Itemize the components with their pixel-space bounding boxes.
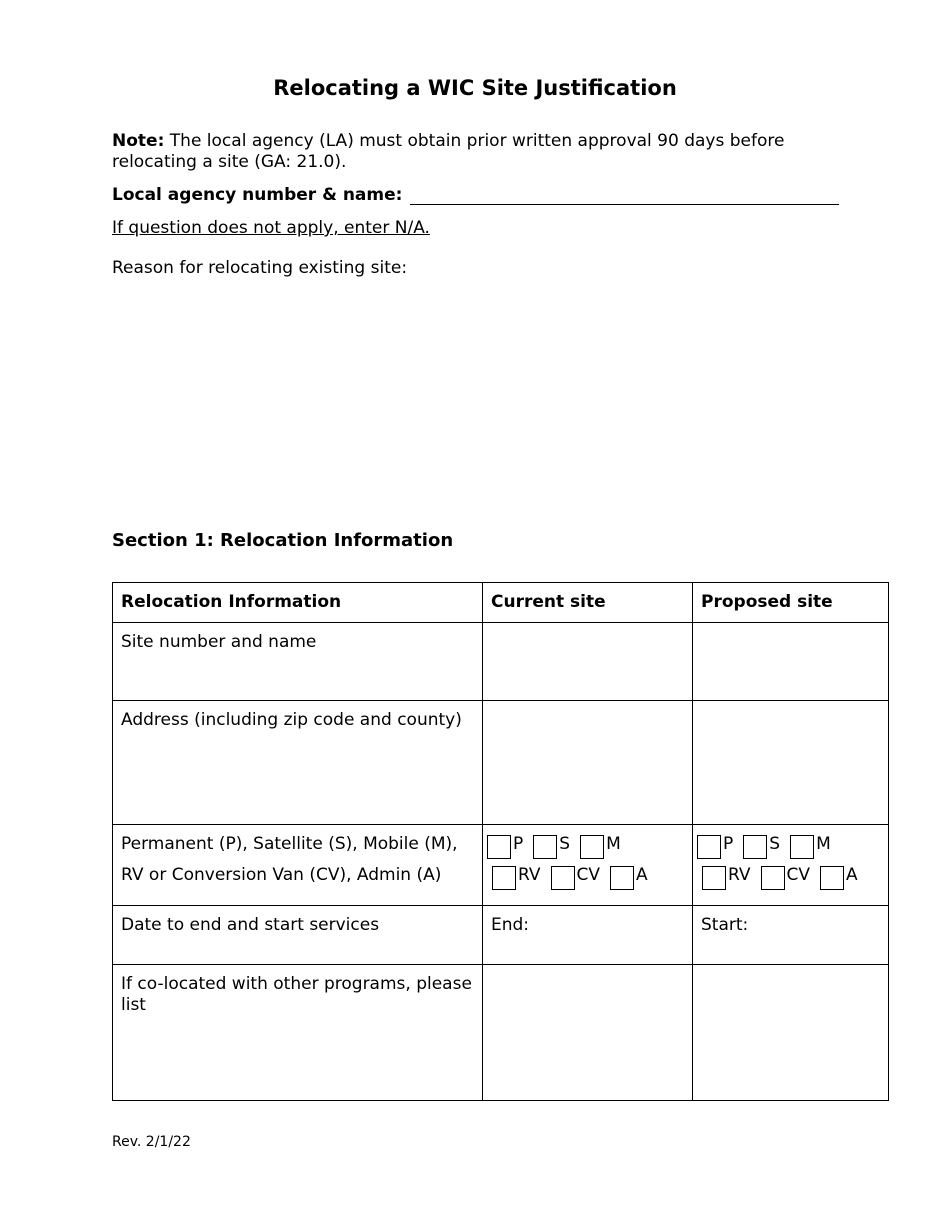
current-checkbox-a[interactable] — [610, 866, 634, 890]
checkbox-label: M — [816, 834, 831, 854]
agency-label: Local agency number & name: — [112, 185, 403, 205]
agency-input-line[interactable] — [410, 186, 839, 205]
current-checkbox-s[interactable] — [533, 835, 557, 859]
agency-row — [112, 185, 839, 205]
current-checkbox-p[interactable] — [487, 835, 511, 859]
current-checkbox-rv[interactable] — [492, 866, 516, 890]
table-row — [113, 701, 889, 825]
checkbox-row — [702, 864, 880, 892]
current-checkbox-cv[interactable] — [551, 866, 575, 890]
current-site-number-cell[interactable] — [483, 623, 693, 701]
row-label-colocated: If co-located with other programs, please list — [113, 965, 483, 1101]
proposed-checkbox-a[interactable] — [820, 866, 844, 890]
proposed-site-type-cell — [693, 825, 889, 906]
note-label: Note: — [112, 131, 165, 151]
header-relocation-info: Relocation Information — [113, 583, 483, 623]
table-row — [113, 623, 889, 701]
checkbox-label: RV — [728, 865, 751, 885]
proposed-checkbox-m[interactable] — [790, 835, 814, 859]
site-type-line-2: RV or Conversion Van (CV), Admin (A) — [121, 865, 442, 885]
row-label-dates: Date to end and start services — [113, 906, 483, 965]
row-label-address: Address (including zip code and county) — [113, 701, 483, 825]
proposed-checkbox-cv[interactable] — [761, 866, 785, 890]
checkbox-row — [492, 864, 684, 892]
checkbox-label: S — [559, 834, 571, 854]
note-paragraph — [112, 131, 832, 173]
proposed-colocated-cell[interactable] — [693, 965, 889, 1101]
table-header-row — [113, 583, 889, 623]
site-type-line-1: Permanent (P), Satellite (S), Mobile (M), — [121, 834, 458, 854]
note-text: The local agency (LA) must obtain prior written approval 90 days before relocating a site (GA: 21.0). — [112, 131, 785, 172]
checkbox-label: A — [636, 865, 648, 885]
start-date-cell[interactable]: Start: — [693, 906, 889, 965]
checkbox-label: M — [606, 834, 621, 854]
header-proposed-site: Proposed site — [693, 583, 889, 623]
checkbox-label: A — [846, 865, 858, 885]
current-checkbox-m[interactable] — [580, 835, 604, 859]
row-label-site-number: Site number and name — [113, 623, 483, 701]
page-title: Relocating a WIC Site Justification — [273, 76, 677, 100]
proposed-checkbox-rv[interactable] — [702, 866, 726, 890]
checkbox-label: S — [769, 834, 781, 854]
current-site-type-cell — [483, 825, 693, 906]
table-row — [113, 906, 889, 965]
checkbox-label: RV — [518, 865, 541, 885]
checkbox-row — [487, 833, 684, 861]
proposed-checkbox-p[interactable] — [697, 835, 721, 859]
proposed-site-number-cell[interactable] — [693, 623, 889, 701]
revision-footer: Rev. 2/1/22 — [112, 1134, 191, 1150]
current-address-cell[interactable] — [483, 701, 693, 825]
end-date-cell[interactable]: End: — [483, 906, 693, 965]
table-row — [113, 965, 889, 1101]
section-heading: Section 1: Relocation Information — [112, 530, 454, 551]
na-instruction: If question does not apply, enter N/A. — [112, 218, 430, 238]
checkbox-label: P — [513, 834, 524, 854]
reason-label: Reason for relocating existing site: — [112, 258, 408, 278]
proposed-address-cell[interactable] — [693, 701, 889, 825]
checkbox-label: CV — [786, 865, 811, 885]
header-current-site: Current site — [483, 583, 693, 623]
current-colocated-cell[interactable] — [483, 965, 693, 1101]
checkbox-row — [697, 833, 880, 861]
proposed-checkbox-s[interactable] — [743, 835, 767, 859]
table-row — [113, 825, 889, 906]
relocation-table — [112, 582, 889, 1101]
row-label-site-type — [113, 825, 483, 906]
checkbox-label: CV — [576, 865, 601, 885]
checkbox-label: P — [723, 834, 734, 854]
